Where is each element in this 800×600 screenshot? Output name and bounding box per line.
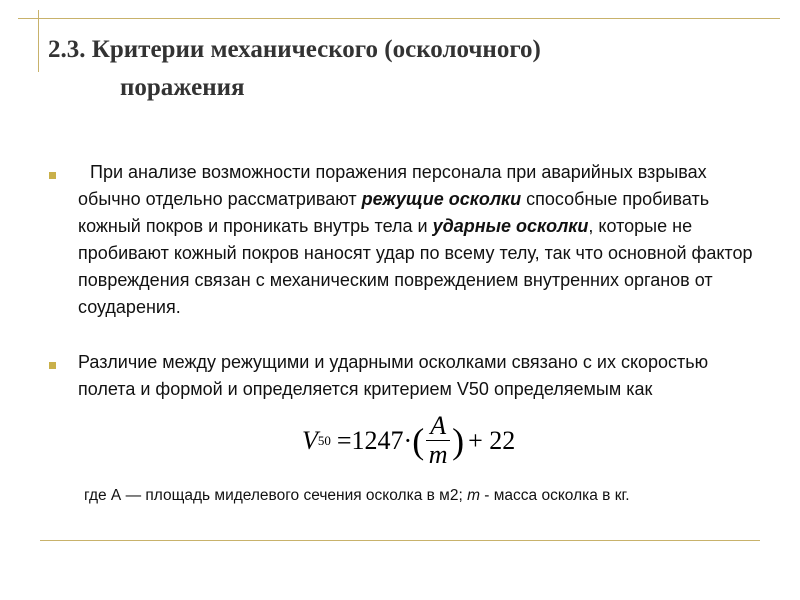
bullet1-emphasis-cutting: режущие осколки bbox=[361, 189, 522, 209]
formula-fraction bbox=[426, 413, 450, 469]
legend-text-b: - масса осколка в кг. bbox=[479, 487, 630, 504]
frame-vertical-line bbox=[38, 10, 39, 72]
bullet1-text-a: При анализе возможности поражения персонала при аварийных взрывах обычно отдельно рассматривают bbox=[78, 162, 707, 209]
formula-coefficient: =1247· bbox=[336, 426, 413, 455]
legend-text-a: где А — площадь миделевого сечения осколка в м2; bbox=[84, 487, 468, 504]
formula-numerator: A bbox=[426, 413, 450, 441]
bullet-square-icon bbox=[49, 362, 56, 369]
title-line-2: поражения bbox=[120, 74, 245, 101]
bullet1-emphasis-impact: ударные осколки bbox=[432, 216, 589, 236]
formula-right-paren: ) bbox=[452, 421, 465, 461]
formula-lhs: V bbox=[302, 426, 318, 455]
formula-lhs-subscript: 50 bbox=[317, 433, 331, 448]
frame-bottom-line bbox=[40, 540, 760, 541]
bullet1-text-c: , которые не пробивают кожный покров наносят удар по всему телу, так что основной фактор повреждения связан с механическим повреждением внутренних органов от соударения. bbox=[78, 216, 753, 317]
formula-legend bbox=[84, 484, 744, 508]
bullet1-text-b: способные пробивать кожный покров и проникать внутрь тела и bbox=[78, 189, 710, 236]
frame-top-line bbox=[18, 18, 780, 19]
title-line-1: 2.3. Критерии механического (осколочного) bbox=[48, 36, 541, 63]
slide-title bbox=[48, 31, 768, 107]
formula-denominator: m bbox=[428, 440, 448, 469]
bullet-square-icon bbox=[49, 172, 56, 179]
formula-tail: + 22 bbox=[468, 426, 516, 455]
bullet-paragraph-1 bbox=[78, 159, 758, 321]
bullet-paragraph-2: Различие между режущими и ударными осколками связано с их скоростью полета и формой и определяется критерием V50 определяемым как bbox=[78, 352, 709, 399]
formula-left-paren: ( bbox=[412, 421, 425, 461]
v50-formula bbox=[302, 410, 515, 472]
legend-mass-symbol: m bbox=[467, 487, 480, 504]
